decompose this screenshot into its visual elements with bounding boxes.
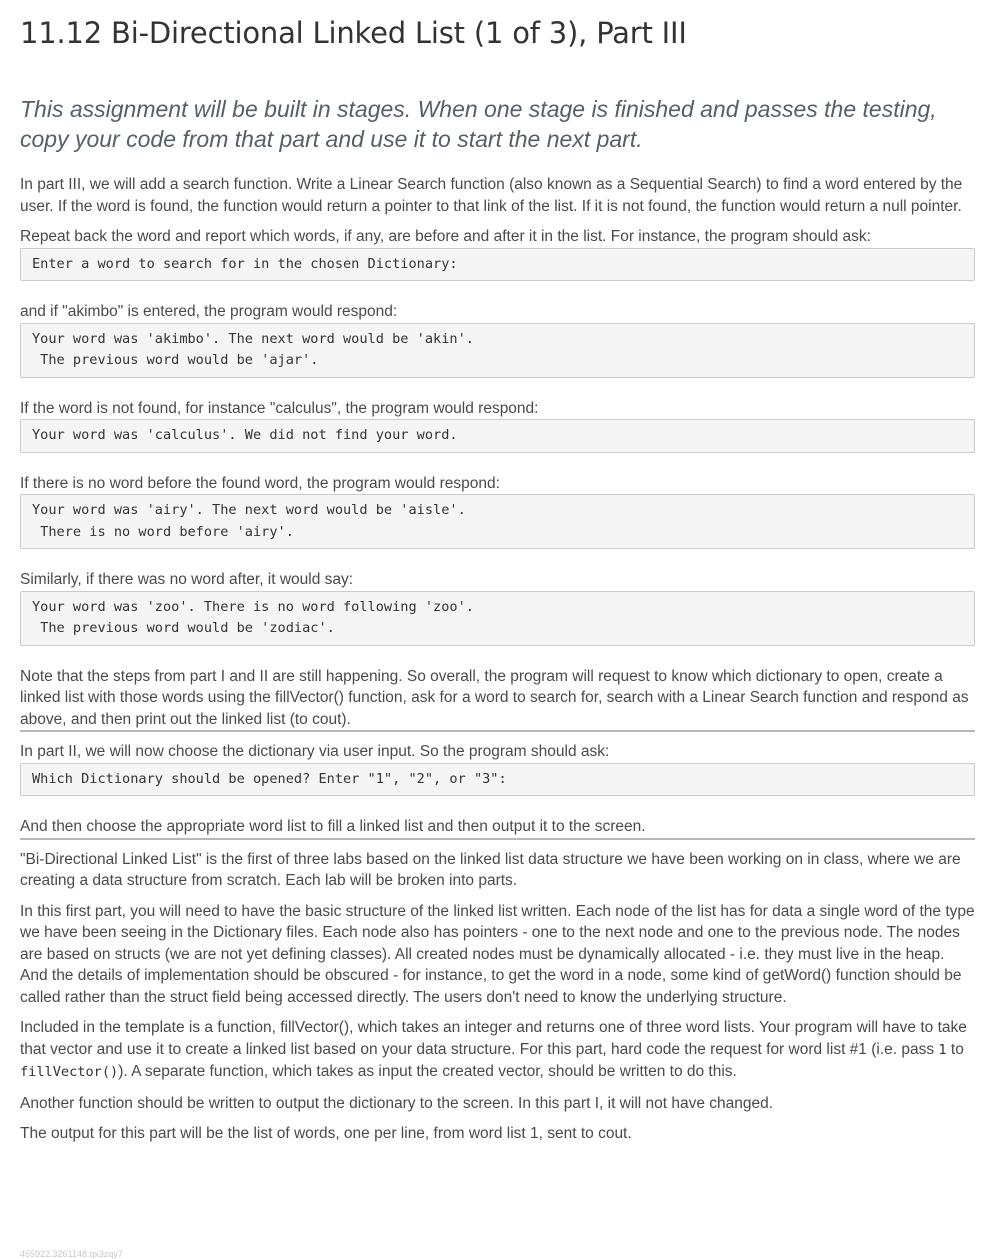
- part3-repeat-instructions: Repeat back the word and report which words, if any, are before and after it in the list. For instance, the program should ask:: [20, 228, 871, 245]
- assignment-page: [20, 0, 975, 1145]
- code-block-zoo: Your word was 'zoo'. There is no word following 'zoo'. The previous word would be 'zodiac'.: [20, 591, 975, 646]
- part2-description: In part II, we will now choose the dictionary via user input. So the program should ask:: [20, 743, 610, 760]
- akimbo-example-intro: and if "akimbo" is entered, the program would respond:: [20, 303, 398, 320]
- part1-expected-output: The output for this part will be the list of words, one per line, from word list 1, sent to cout.: [20, 1125, 632, 1142]
- calculus-example-intro: If the word is not found, for instance "calculus", the program would respond:: [20, 399, 539, 417]
- intro-text: This assignment will be built in stages. When one stage is finished and passes the testing, copy your code from that part and use it to start the next part.: [20, 96, 937, 152]
- fillvector-text-after: ). A separate function, which takes as input the created vector, should be written to do this.: [118, 1063, 737, 1080]
- part1-structure-description: In this first part, you will need to have the basic structure of the linked list written. Each node of the list has for data a single word of the type we have been seeing in the Dictionary files. Each node also has pointers - one to the next node and one to the previous node. The nodes are based on structs (we are not yet defining classes). All created nodes must be dynamically allocated - i.e. they must live in the heap. And the details of implementation should be obscured - for instance, to get the word in a node, some kind of getWord() function should be called rather than the struct field being accessed directly. The users don't need to know the underlying structure.: [20, 902, 975, 1006]
- fillvector-text-before: Included in the template is a function, fillVector(), which takes an integer and returns one of three word lists. Your program will have to take that vector and use it to create a linked list based on your data structure. For this part, hard code the request for word list #1 (i.e. pass: [20, 1019, 967, 1058]
- airy-example-intro: If there is no word before the found word, the program would respond:: [20, 474, 500, 492]
- part3-overall-note: Note that the steps from part I and II are still happening. So overall, the program will request to know which dictionary to open, create a linked list with those words using the fillVector() function, ask for a word to search for, search with a Linear Search function and respond as above, and then print out the linked list (to cout).: [20, 667, 969, 728]
- part2-output-description: And then choose the appropriate word list to fill a linked list and then output it to the screen.: [20, 818, 646, 835]
- part1-fillvector-description: [20, 1017, 975, 1084]
- code-block-calculus: Your word was 'calculus'. We did not find your word.: [20, 419, 975, 453]
- code-block-airy: Your word was 'airy'. The next word would be 'aisle'. There is no word before 'airy'.: [20, 494, 975, 549]
- inline-code-fillvector: fillVector(): [20, 1064, 119, 1080]
- code-block-akimbo: Your word was 'akimbo'. The next word would be 'akin'. The previous word would be 'ajar'.: [20, 323, 975, 378]
- part1-output-function-description: Another function should be written to output the dictionary to the screen. In this part I, it will not have changed.: [20, 1094, 774, 1112]
- inline-code-one: 1: [938, 1041, 947, 1058]
- part3-description: In part III, we will add a search function. Write a Linear Search function (also known as a Sequential Search) to find a word entered by the user. If the word is found, the function would return a pointer to that link of the list. If it is not found, the function would return a null pointer.: [20, 176, 963, 215]
- fillvector-text-mid: to: [946, 1040, 964, 1058]
- part1-lab-overview: "Bi-Directional Linked List" is the first of three labs based on the linked list data structure we have been working on in class, where we are creating a data structure from scratch. Each lab will be broken into parts.: [20, 850, 961, 889]
- code-block-search-prompt: Enter a word to search for in the chosen Dictionary:: [20, 248, 975, 282]
- section-divider: [20, 730, 975, 732]
- page-title: 11.12 Bi-Directional Linked List (1 of 3), Part III: [20, 16, 687, 50]
- zoo-example-intro: Similarly, if there was no word after, it would say:: [20, 571, 354, 588]
- code-block-choose-dictionary: Which Dictionary should be opened? Enter "1", "2", or "3":: [20, 763, 975, 797]
- footer-id-text: 465922.3261148.qx3zqy7: [20, 1249, 123, 1259]
- section-divider: [20, 838, 975, 840]
